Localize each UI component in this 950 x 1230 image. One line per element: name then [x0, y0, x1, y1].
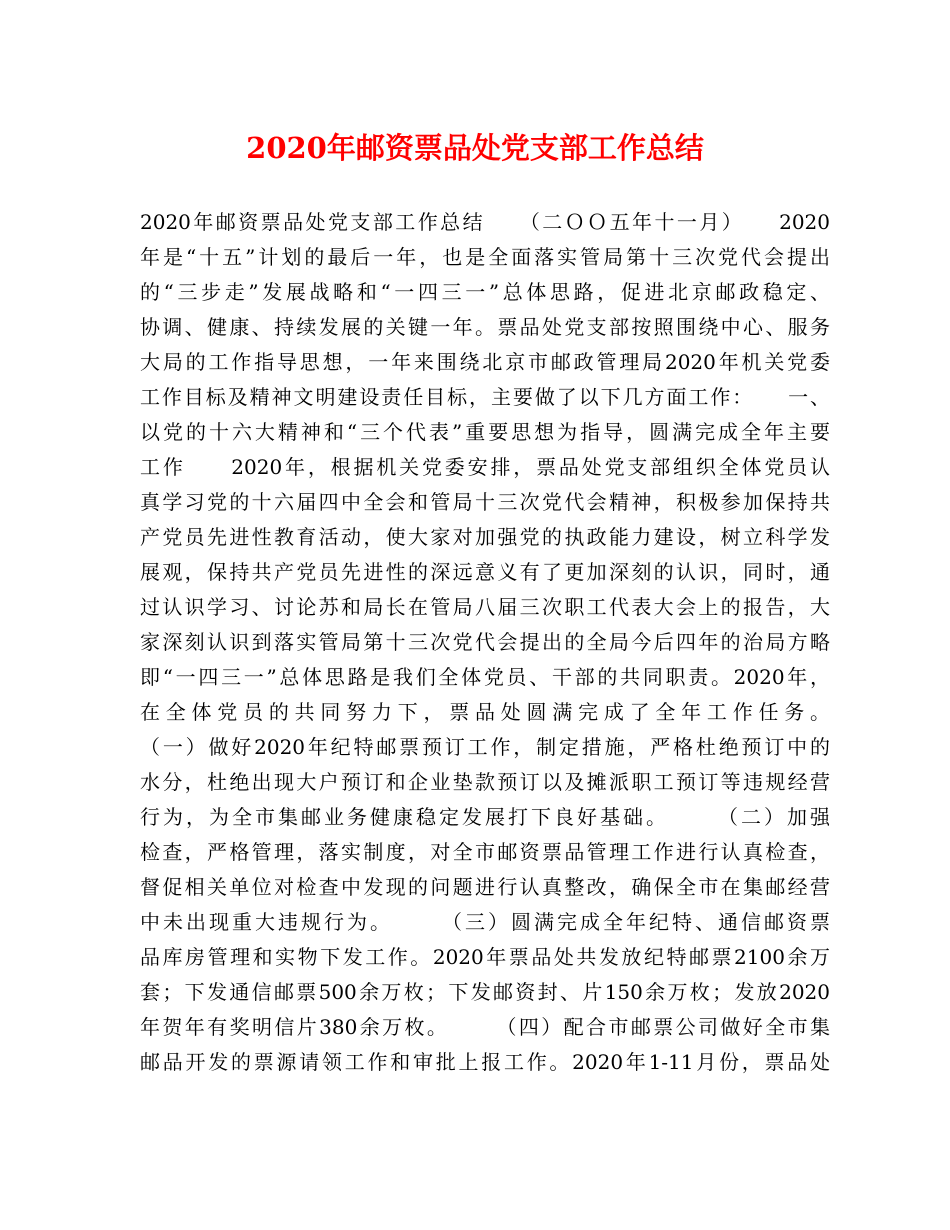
body-text-line: 行为，为全市集邮业务健康稳定发展打下良好基础。 （二）加强 — [140, 805, 830, 829]
body-text-line: 品库房管理和实物下发工作。2020年票品处共发放纪特邮票2100余万 — [140, 945, 830, 969]
body-text-line: 协调、健康、持续发展的关键一年。票品处党支部按照围绕中心、服务 — [140, 315, 830, 339]
body-text-line: （一）做好2020年纪特邮票预订工作，制定措施，严格杜绝预订中的 — [140, 735, 830, 759]
body-text-line: 即“一四三一”总体思路是我们全体党员、干部的共同职责。2020年， — [140, 665, 830, 689]
body-text-line: 督促相关单位对检查中发现的问题进行认真整改，确保全市在集邮经营 — [140, 875, 830, 899]
body-text-line: 以党的十六大精神和“三个代表”重要思想为指导，圆满完成全年主要 — [140, 420, 830, 444]
document-title: 2020年邮资票品处党支部工作总结 — [246, 131, 704, 165]
body-text-line: 年是“十五”计划的最后一年，也是全面落实管局第十三次党代会提出 — [140, 245, 830, 269]
body-text-line: 年贺年有奖明信片380余万枚。 （四）配合市邮票公司做好全市集 — [140, 1015, 830, 1039]
body-text-line: 在全体党员的共同努力下，票品处圆满完成了全年工作任务。 — [140, 700, 830, 724]
body-text-line: 工作 2020年，根据机关党委安排，票品处党支部组织全体党员认 — [140, 455, 830, 479]
body-text-line: 家深刻认识到落实管局第十三次党代会提出的全局今后四年的治局方略 — [140, 630, 830, 654]
body-text-line: 检查，严格管理，落实制度，对全市邮资票品管理工作进行认真检查， — [140, 840, 830, 864]
body-text-line: 邮品开发的票源请领工作和审批上报工作。2020年1-11月份，票品处 — [140, 1050, 830, 1074]
body-text-line: 2020年邮资票品处党支部工作总结 （二ＯＯ五年十一月） 2020 — [140, 210, 830, 234]
body-text-line: 套；下发通信邮票500余万枚；下发邮资封、片150余万枚；发放2020 — [140, 980, 830, 1004]
body-text-line: 水分，杜绝出现大户预订和企业垫款预订以及摊派职工预订等违规经营 — [140, 770, 830, 794]
body-text-line: 过认识学习、讨论苏和局长在管局八届三次职工代表大会上的报告，大 — [140, 595, 830, 619]
body-text-line: 展观，保持共产党员先进性的深远意义有了更加深刻的认识，同时，通 — [140, 560, 830, 584]
document-body — [140, 205, 830, 1080]
body-text-line: 产党员先进性教育活动，使大家对加强党的执政能力建设，树立科学发 — [140, 525, 830, 549]
body-text-line: 大局的工作指导思想，一年来围绕北京市邮政管理局2020年机关党委 — [140, 350, 830, 374]
body-text-line: 工作目标及精神文明建设责任目标，主要做了以下几方面工作： 一、 — [140, 385, 830, 409]
body-text-line: 中未出现重大违规行为。 （三）圆满完成全年纪特、通信邮资票 — [140, 910, 830, 934]
body-text-line: 的“三步走”发展战略和“一四三一”总体思路，促进北京邮政稳定、 — [140, 280, 830, 304]
body-text-line: 真学习党的十六届四中全会和管局十三次党代会精神，积极参加保持共 — [140, 490, 830, 514]
